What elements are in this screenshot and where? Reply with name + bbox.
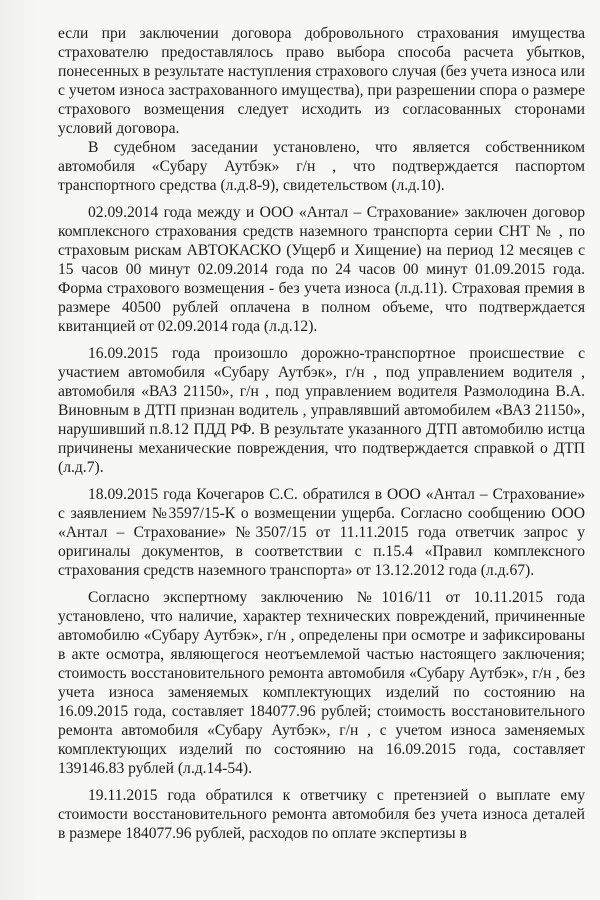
paragraph-2: В судебном заседании установлено, что является собственником автомобиля «Субару Аутбэк» г/н , что подтверждается паспортом транспортного средства (л.д.8-9), свидетельством (л.д.10). [58,139,585,194]
paragraph-4: 16.09.2015 года произошло дорожно-транспортное происшествие с участием автомобиля «Субару Аутбэк», г/н , под управлением водителя , автомобиля «ВАЗ 21150», г/н , под управлением водителя Размолодина В.А. Виновным в ДТП признан водитель , управлявший автомобилем «ВАЗ 21150», нарушивший п.8.12 ПДД РФ. В результате указанного ДТП автомобилю истца причинены механические повреждения, что подтверждается справкой о ДТП (л.д.7). [58,345,585,476]
paragraph-1: если при заключении договора добровольного страхования имущества страхователю предоставлялось право выбора способа расчета убытков, понесенных в результате наступления страхового случая (без учета износа или с учетом износа застрахованного имущества), при разрешении спора о размере страхового возмещения следует исходить из согласованных сторонами условий договора. [58,25,585,137]
paragraph-7: 19.11.2015 года обратился к ответчику с претензией о выплате ему стоимости восстановительного ремонта автомобиля без учета износа деталей в размере 184077.96 рублей, расходов по оплате экспертизы в [58,787,585,842]
paragraph-6: Согласно экспертному заключению №1016/11 от 10.11.2015 года установлено, что наличие, характер технических повреждений, причиненные автомобилю «Субару Аутбэк», г/н , определены при осмотре и зафиксированы в акте осмотра, являющегося неотъемлемой частью настоящего заключения; стоимость восстановительного ремонта автомобиля «Субару Аутбэк», г/н , без учета износа заменяемых комплектующих изделий по состоянию на 16.09.2015 года, составляет 184077.96 рублей; стоимость восстановительного ремонта автомобиля «Субару Аутбэк», г/н , с учетом износа заменяемых комплектующих изделий по состоянию на 16.09.2015 года, составляет 139146.83 рублей (л.д.14-54). [58,589,585,777]
paragraph-5: 18.09.2015 года Кочегаров С.С. обратился в ООО «Антал – Страхование» с заявлением №3597/15-К о возмещении ущерба. Согласно сообщению ООО «Антал – Страхование» №3507/15 от 11.11.2015 года ответчик запрос у оригиналы документов, в соответствии с п.15.4 «Правил комплексного страхования средств наземного транспорта» от 13.12.2012 года (л.д.67). [58,486,585,579]
paragraph-3: 02.09.2014 года между и ООО «Антал – Страхование» заключен договор комплексного страхования средств наземного транспорта серии СНТ № , по страховым рискам АВТОКАСКО (Ущерб и Хищение) на период 12 месяцев с 15 часов 00 минут 02.09.2014 года по 24 часов 00 минут 01.09.2015 года. Форма страхового возмещения - без учета износа (л.д.11). Страховая премия в размере 40500 рублей оплачена в полном объеме, что подтверждается квитанцией от 02.09.2014 года (л.д.12). [58,204,585,335]
document-body [58,24,585,843]
